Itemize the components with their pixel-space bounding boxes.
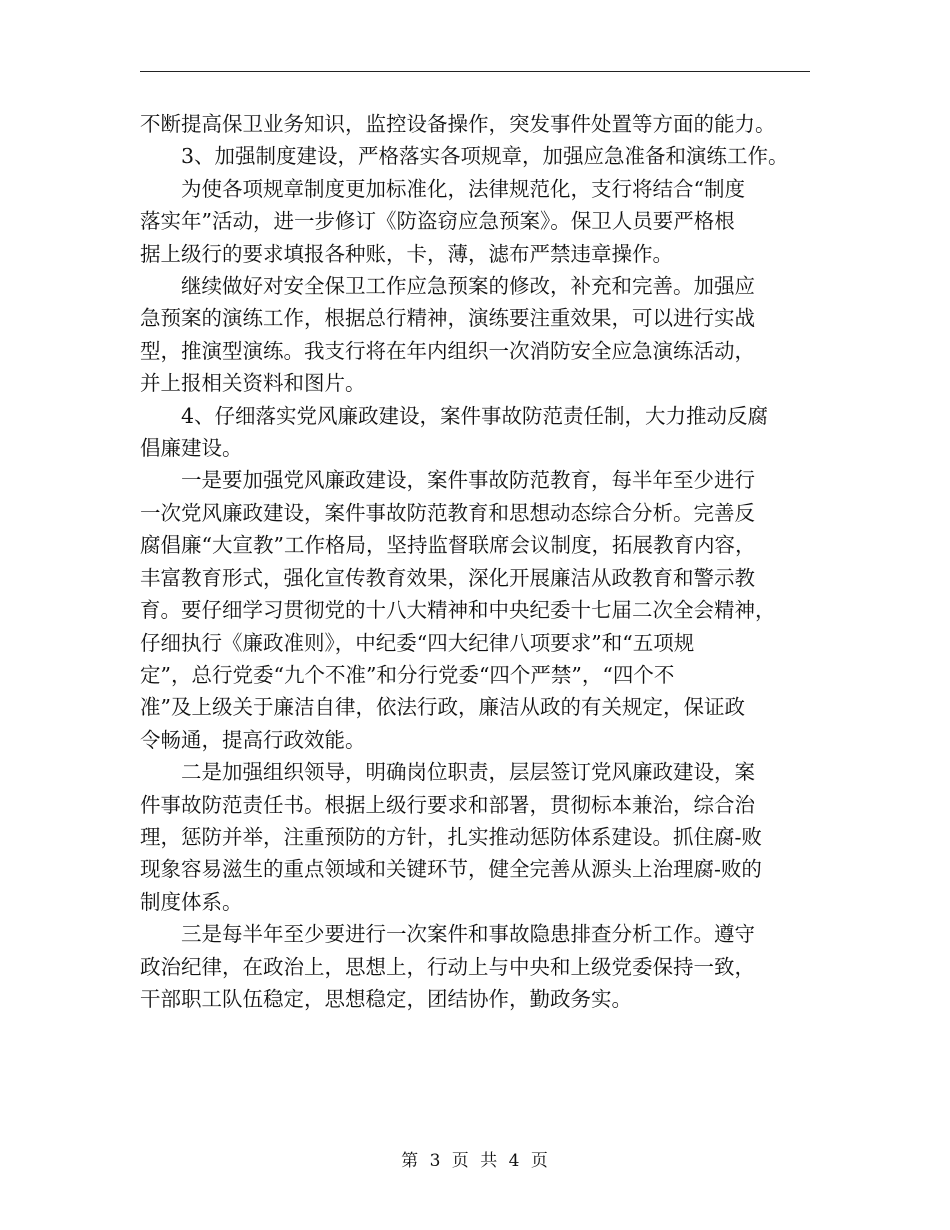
text-line: 一是要加强党风廉政建设，案件事故防范教育，每半年至少进行 xyxy=(181,468,755,493)
text-line: 腐倡廉“大宣教”工作格局，坚持监督联席会议制度，拓展教育内容， xyxy=(140,533,756,558)
text-line: 育。要仔细学习贯彻党的十八大精神和中央纪委十七届二次全会精神， xyxy=(140,598,776,623)
text-line: 并上报相关资料和图片。 xyxy=(140,371,366,396)
text-line: 准”及上级关于廉洁自律，依法行政，廉洁从政的有关规定，保证政 xyxy=(140,695,745,720)
text-line: 现象容易滋生的重点领域和关键环节，健全完善从源头上治理腐-败的 xyxy=(140,857,762,882)
text-line: 继续做好对安全保卫工作应急预案的修改，补充和完善。加强应 xyxy=(181,274,755,299)
text-line: 定”，总行党委“九个不准”和分行党委“四个严禁”，“四个不 xyxy=(140,662,675,687)
text-line: 制度体系。 xyxy=(140,889,243,914)
text-line: 件事故防范责任书。根据上级行要求和部署，贯彻标本兼治，综合治 xyxy=(140,792,755,817)
text-line: 为使各项规章制度更加标准化，法律规范化，支行将结合“制度 xyxy=(181,176,745,201)
text-line: 政治纪律，在政治上，思想上，行动上与中央和上级党委保持一致， xyxy=(140,954,755,979)
text-line: 二是加强组织领导，明确岗位职责，层层签订党风廉政建设，案 xyxy=(181,760,755,785)
text-line: 4、仔细落实党风廉政建设，案件事故防范责任制，大力推动反腐 xyxy=(181,403,769,428)
document-body xyxy=(140,108,810,1015)
page-footer: 第 3 页 共 4 页 xyxy=(401,1151,549,1171)
text-line: 仔细执行《廉政准则》，中纪委“四大纪律八项要求”和“五项规 xyxy=(140,630,695,655)
text-line: 落实年”活动，进一步修订《防盗窃应急预案》。保卫人员要严格根 xyxy=(140,209,735,234)
header-rule xyxy=(140,71,810,72)
text-line: 倡廉建设。 xyxy=(140,436,243,461)
text-line: 干部职工队伍稳定，思想稳定，团结协作，勤政务实。 xyxy=(140,986,632,1011)
text-line: 据上级行的要求填报各种账，卡，薄，滤布严禁违章操作。 xyxy=(140,241,673,266)
text-line: 丰富教育形式，强化宣传教育效果，深化开展廉洁从政教育和警示教 xyxy=(140,565,755,590)
text-line: 一次党风廉政建设，案件事故防范教育和思想动态综合分析。完善反 xyxy=(140,500,755,525)
text-line: 急预案的演练工作，根据总行精神，演练要注重效果，可以进行实战 xyxy=(140,306,755,331)
text-line: 理，惩防并举，注重预防的方针，扎实推动惩防体系建设。抓住腐-败 xyxy=(140,824,762,849)
text-line: 令畅通，提高行政效能。 xyxy=(140,727,366,752)
text-line: 型，推演型演练。我支行将在年内组织一次消防安全应急演练活动， xyxy=(140,338,755,363)
text-line: 3、加强制度建设，严格落实各项规章，加强应急准备和演练工作。 xyxy=(181,144,789,169)
text-line: 三是每半年至少要进行一次案件和事故隐患排查分析工作。遵守 xyxy=(181,922,755,947)
text-line: 不断提高保卫业务知识，监控设备操作，突发事件处置等方面的能力。 xyxy=(140,112,776,136)
